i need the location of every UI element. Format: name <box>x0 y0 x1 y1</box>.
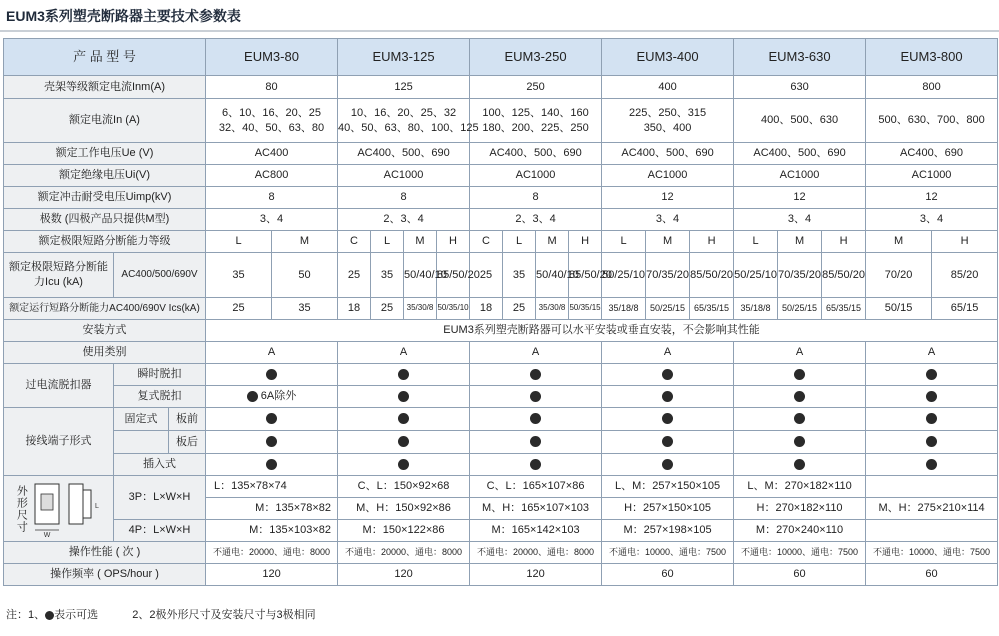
breaker-outline-icon <box>31 480 103 538</box>
cell: AC400、690 <box>866 143 998 165</box>
cell: 18 <box>470 298 503 320</box>
model-80: EUM3-80 <box>206 39 338 76</box>
cell: 50/15 <box>866 298 932 320</box>
cell: 35 <box>206 253 272 298</box>
except-note: 6A除外 <box>260 390 297 403</box>
cell: 120 <box>206 564 338 586</box>
label-inm: 壳架等级额定电流Inm(A) <box>4 76 206 99</box>
cell: M：150×122×86 <box>338 520 470 542</box>
cell: 25 <box>503 298 536 320</box>
row-dims-3 <box>4 520 998 542</box>
cell: 12 <box>734 187 866 209</box>
optional-dot-icon <box>45 611 54 620</box>
label-plugin: 插入式 <box>114 454 206 476</box>
cell-line: 400、500、630 <box>761 114 839 127</box>
label-icu: 额定极限短路分断能力Icu (kA) <box>4 253 114 298</box>
cell: L：135×78×74 <box>206 476 338 498</box>
cell: 不通电：10000、通电：7500 <box>734 542 866 564</box>
label-instant: 瞬时脱扣 <box>114 364 206 386</box>
cell: H <box>690 231 734 253</box>
cell: L <box>503 231 536 253</box>
cell: 35 <box>272 298 338 320</box>
cell: 120 <box>338 564 470 586</box>
optional-dot-icon <box>662 436 673 447</box>
cell: 12 <box>602 187 734 209</box>
cell: 85/50/20 <box>437 253 470 298</box>
cell: 70/35/20 <box>778 253 822 298</box>
row-category <box>4 342 998 364</box>
cell: 50/25/10 <box>602 253 646 298</box>
cell: 65/35/15 <box>690 298 734 320</box>
cell: 不通电：20000、通电：8000 <box>338 542 470 564</box>
optional-dot-icon <box>530 459 541 470</box>
label-ics: 额定运行短路分断能力AC400/690V Ics(kA) <box>4 298 206 320</box>
note-1-text: 表示可选 <box>54 609 99 621</box>
label-back: 板后 <box>168 431 205 453</box>
cell <box>206 364 338 386</box>
optional-dot-icon <box>530 413 541 424</box>
cell: 120 <box>470 564 602 586</box>
cell: 不通电：20000、通电：8000 <box>206 542 338 564</box>
cell: M <box>536 231 569 253</box>
cell: AC1000 <box>866 165 998 187</box>
cell <box>338 431 470 454</box>
cell-line: 350、400 <box>643 121 692 134</box>
header-label: 产 品 型 号 <box>4 39 206 76</box>
cell: C、L：150×92×68 <box>338 476 470 498</box>
cell <box>734 99 866 143</box>
cell: 50 <box>272 253 338 298</box>
row-front <box>4 408 998 431</box>
cell: 2、3、4 <box>338 209 470 231</box>
cell <box>206 408 338 431</box>
cell: 60 <box>602 564 734 586</box>
cell: 60 <box>734 564 866 586</box>
cell: A <box>470 342 602 364</box>
cell: 25 <box>338 253 371 298</box>
optional-dot-icon <box>266 369 277 380</box>
cell: H <box>437 231 470 253</box>
cell: AC1000 <box>734 165 866 187</box>
cell-line: 225、250、315 <box>629 106 707 119</box>
cell: 85/50/20 <box>569 253 602 298</box>
optional-dot-icon <box>926 391 937 402</box>
cell: 35/18/8 <box>602 298 646 320</box>
cell <box>338 386 470 408</box>
optional-dot-icon <box>266 413 277 424</box>
cell <box>470 364 602 386</box>
label-install: 安装方式 <box>4 320 206 342</box>
cell <box>206 454 338 476</box>
cell <box>866 431 998 454</box>
cell <box>470 386 602 408</box>
row-ops <box>4 542 998 564</box>
cell: 8 <box>470 187 602 209</box>
cell <box>734 386 866 408</box>
optional-dot-icon <box>794 436 805 447</box>
cell: M <box>866 231 932 253</box>
model-250: EUM3-250 <box>470 39 602 76</box>
cell: 18 <box>338 298 371 320</box>
optional-dot-icon <box>247 391 258 402</box>
cell: A <box>734 342 866 364</box>
cell-line: 32、40、50、63、80 <box>218 121 325 134</box>
cell: AC400、500、690 <box>338 143 470 165</box>
cell: 25 <box>206 298 272 320</box>
cell <box>734 364 866 386</box>
cell: M：165×142×103 <box>470 520 602 542</box>
cell: 不通电：10000、通电：7500 <box>866 542 998 564</box>
optional-dot-icon <box>662 369 673 380</box>
cell: H <box>932 231 998 253</box>
cell: C <box>338 231 371 253</box>
cell <box>206 431 338 454</box>
optional-dot-icon <box>662 391 673 402</box>
cell <box>470 99 602 143</box>
cell: 50/25/15 <box>646 298 690 320</box>
row-plugin <box>4 454 998 476</box>
cell: 85/50/20 <box>690 253 734 298</box>
cell: 12 <box>866 187 998 209</box>
label-fixed: 固定式 <box>124 412 158 425</box>
cell: AC400、500、690 <box>602 143 734 165</box>
drawing-l-label: L <box>95 502 100 510</box>
cell <box>602 454 734 476</box>
cell: M、H：165×107×103 <box>470 498 602 520</box>
cell: L、M：270×182×110 <box>734 476 866 498</box>
optional-dot-icon <box>794 369 805 380</box>
spec-table <box>3 38 998 586</box>
row-uimp <box>4 187 998 209</box>
label-terminal: 接线端子形式 <box>4 408 114 476</box>
cell: 3、4 <box>602 209 734 231</box>
cell: 65/15 <box>932 298 998 320</box>
cell: 250 <box>470 76 602 99</box>
cell: A <box>338 342 470 364</box>
label-ops: 操作性能 ( 次 ) <box>4 542 206 564</box>
cell: M <box>272 231 338 253</box>
cell: 50/35/10 <box>437 298 470 320</box>
cell: 35/30/8 <box>536 298 569 320</box>
row-compound <box>4 386 998 408</box>
cell <box>206 386 338 408</box>
label-grade: 额定极限短路分断能力等级 <box>4 231 206 253</box>
cell: M：135×78×82 <box>206 498 338 520</box>
label-uimp: 额定冲击耐受电压Uimp(kV) <box>4 187 206 209</box>
row-install <box>4 320 998 342</box>
label-4p: 4P：L×W×H <box>114 520 206 542</box>
cell: A <box>206 342 338 364</box>
label-dims: 外形尺寸 <box>15 484 28 533</box>
row-back <box>4 431 998 454</box>
cell: 80 <box>206 76 338 99</box>
optional-dot-icon <box>794 413 805 424</box>
header-row <box>4 39 998 76</box>
cell: 125 <box>338 76 470 99</box>
row-poles <box>4 209 998 231</box>
label-freq: 操作频率 ( OPS/hour ) <box>4 564 206 586</box>
model-630: EUM3-630 <box>734 39 866 76</box>
cell: 3、4 <box>866 209 998 231</box>
cell <box>338 99 479 143</box>
row-in <box>4 99 998 143</box>
cell: L <box>734 231 778 253</box>
cell <box>602 431 734 454</box>
cell <box>866 520 998 542</box>
row-freq <box>4 564 998 586</box>
cell: 2、3、4 <box>470 209 602 231</box>
cell <box>866 99 998 143</box>
cell: 35 <box>503 253 536 298</box>
label-ui: 额定绝缘电压Ui(V) <box>4 165 206 187</box>
cell: M <box>404 231 437 253</box>
cell: 8 <box>206 187 338 209</box>
label-front: 板前 <box>168 408 205 430</box>
cell: 800 <box>866 76 998 99</box>
cell: C <box>470 231 503 253</box>
cell: 35/18/8 <box>734 298 778 320</box>
cell: M、H：275×210×114 <box>866 498 998 520</box>
cell: 50/25/15 <box>778 298 822 320</box>
row-instant <box>4 364 998 386</box>
optional-dot-icon <box>794 459 805 470</box>
cell <box>866 364 998 386</box>
model-800: EUM3-800 <box>866 39 998 76</box>
label-3p: 3P：L×W×H <box>114 476 206 520</box>
cell: 8 <box>338 187 470 209</box>
row-grade <box>4 231 998 253</box>
optional-dot-icon <box>530 391 541 402</box>
cell <box>206 99 338 143</box>
note-1-prefix: 注：1、 <box>6 609 46 621</box>
optional-dot-icon <box>530 369 541 380</box>
optional-dot-icon <box>266 459 277 470</box>
cell: AC400、500、690 <box>734 143 866 165</box>
row-inm <box>4 76 998 99</box>
cell: 70/20 <box>866 253 932 298</box>
cell <box>866 454 998 476</box>
cell: 65/35/15 <box>822 298 866 320</box>
cell: AC1000 <box>602 165 734 187</box>
optional-dot-icon <box>926 413 937 424</box>
cell: 50/25/10 <box>734 253 778 298</box>
cell: 3、4 <box>734 209 866 231</box>
optional-dot-icon <box>926 459 937 470</box>
install-note: EUM3系列塑壳断路器可以水平安装或垂直安装，不会影响其性能 <box>206 320 998 342</box>
label-compound: 复式脱扣 <box>114 386 206 408</box>
cell: 3、4 <box>206 209 338 231</box>
label-icu-voltage: AC400/500/690V <box>114 253 206 298</box>
cell: 60 <box>866 564 998 586</box>
cell <box>470 408 602 431</box>
cell: 50/35/15 <box>569 298 602 320</box>
cell <box>470 431 602 454</box>
row-icu <box>4 253 998 298</box>
row-dims-1 <box>4 476 998 498</box>
row-ue <box>4 143 998 165</box>
model-125: EUM3-125 <box>338 39 470 76</box>
cell: 不通电：10000、通电：7500 <box>602 542 734 564</box>
dims-drawing-cell <box>4 476 114 542</box>
page-title: EUM3系列塑壳断路器主要技术参数表 <box>6 8 241 24</box>
cell: AC1000 <box>470 165 602 187</box>
cell: 70/35/20 <box>646 253 690 298</box>
cell-line: 180、200、225、250 <box>482 121 589 134</box>
optional-dot-icon <box>662 459 673 470</box>
cell: A <box>866 342 998 364</box>
label-in: 额定电流In (A) <box>4 99 206 143</box>
optional-dot-icon <box>398 459 409 470</box>
cell: 630 <box>734 76 866 99</box>
title-divider <box>0 30 999 32</box>
cell: C、L：165×107×86 <box>470 476 602 498</box>
optional-dot-icon <box>530 436 541 447</box>
cell <box>338 364 470 386</box>
cell: M <box>646 231 690 253</box>
fixed-cell <box>114 408 206 431</box>
cell: AC400、500、690 <box>470 143 602 165</box>
cell: L <box>371 231 404 253</box>
row-ics <box>4 298 998 320</box>
cell: M、H：150×92×86 <box>338 498 470 520</box>
cell: 不通电：20000、通电：8000 <box>470 542 602 564</box>
cell: 85/50/20 <box>822 253 866 298</box>
cell-line: 6、10、16、20、25 <box>221 106 322 119</box>
cell <box>602 408 734 431</box>
cell: L、M：257×150×105 <box>602 476 734 498</box>
optional-dot-icon <box>398 391 409 402</box>
cell: 400 <box>602 76 734 99</box>
optional-dot-icon <box>926 369 937 380</box>
cell <box>734 454 866 476</box>
cell: H：257×150×105 <box>602 498 734 520</box>
cell <box>734 431 866 454</box>
cell <box>338 454 470 476</box>
cell: 25 <box>470 253 503 298</box>
cell-line: 10、16、20、25、32 <box>350 106 457 119</box>
cell <box>338 408 470 431</box>
cell: M：257×198×105 <box>602 520 734 542</box>
cell <box>602 99 734 143</box>
cell <box>866 476 998 498</box>
optional-dot-icon <box>398 436 409 447</box>
back-cell <box>114 431 206 454</box>
label-release: 过电流脱扣器 <box>4 364 114 408</box>
cell <box>866 386 998 408</box>
optional-dot-icon <box>794 391 805 402</box>
cell: H：270×182×110 <box>734 498 866 520</box>
label-poles: 极数 (四极产品只提供M型) <box>4 209 206 231</box>
cell: L <box>602 231 646 253</box>
cell-line: 100、125、140、160 <box>482 106 589 119</box>
footnote <box>6 606 316 622</box>
cell: M：270×240×110 <box>734 520 866 542</box>
cell: 50/40/10 <box>536 253 569 298</box>
cell: M：135×103×82 <box>206 520 338 542</box>
cell <box>866 408 998 431</box>
cell-line: 500、630、700、800 <box>878 114 985 127</box>
cell: AC400 <box>206 143 338 165</box>
cell: A <box>602 342 734 364</box>
cell: H <box>822 231 866 253</box>
optional-dot-icon <box>398 413 409 424</box>
optional-dot-icon <box>398 369 409 380</box>
optional-dot-icon <box>662 413 673 424</box>
cell: H <box>569 231 602 253</box>
optional-dot-icon <box>266 436 277 447</box>
cell: AC1000 <box>338 165 470 187</box>
cell <box>602 386 734 408</box>
optional-dot-icon <box>926 436 937 447</box>
drawing-w-label: W <box>44 531 51 539</box>
cell: L <box>206 231 272 253</box>
cell <box>734 408 866 431</box>
cell: 25 <box>371 298 404 320</box>
cell-line: 40、50、63、80、100、125 <box>338 121 479 134</box>
cell: 35/30/8 <box>404 298 437 320</box>
label-ue: 额定工作电压Ue (V) <box>4 143 206 165</box>
label-category: 使用类别 <box>4 342 206 364</box>
note-2: 2、2极外形尺寸及安装尺寸与3极相同 <box>132 609 316 621</box>
cell <box>470 454 602 476</box>
model-400: EUM3-400 <box>602 39 734 76</box>
cell: 85/20 <box>932 253 998 298</box>
cell: 35 <box>371 253 404 298</box>
cell: AC800 <box>206 165 338 187</box>
row-ui <box>4 165 998 187</box>
cell: 50/40/10 <box>404 253 437 298</box>
cell: M <box>778 231 822 253</box>
cell <box>602 364 734 386</box>
